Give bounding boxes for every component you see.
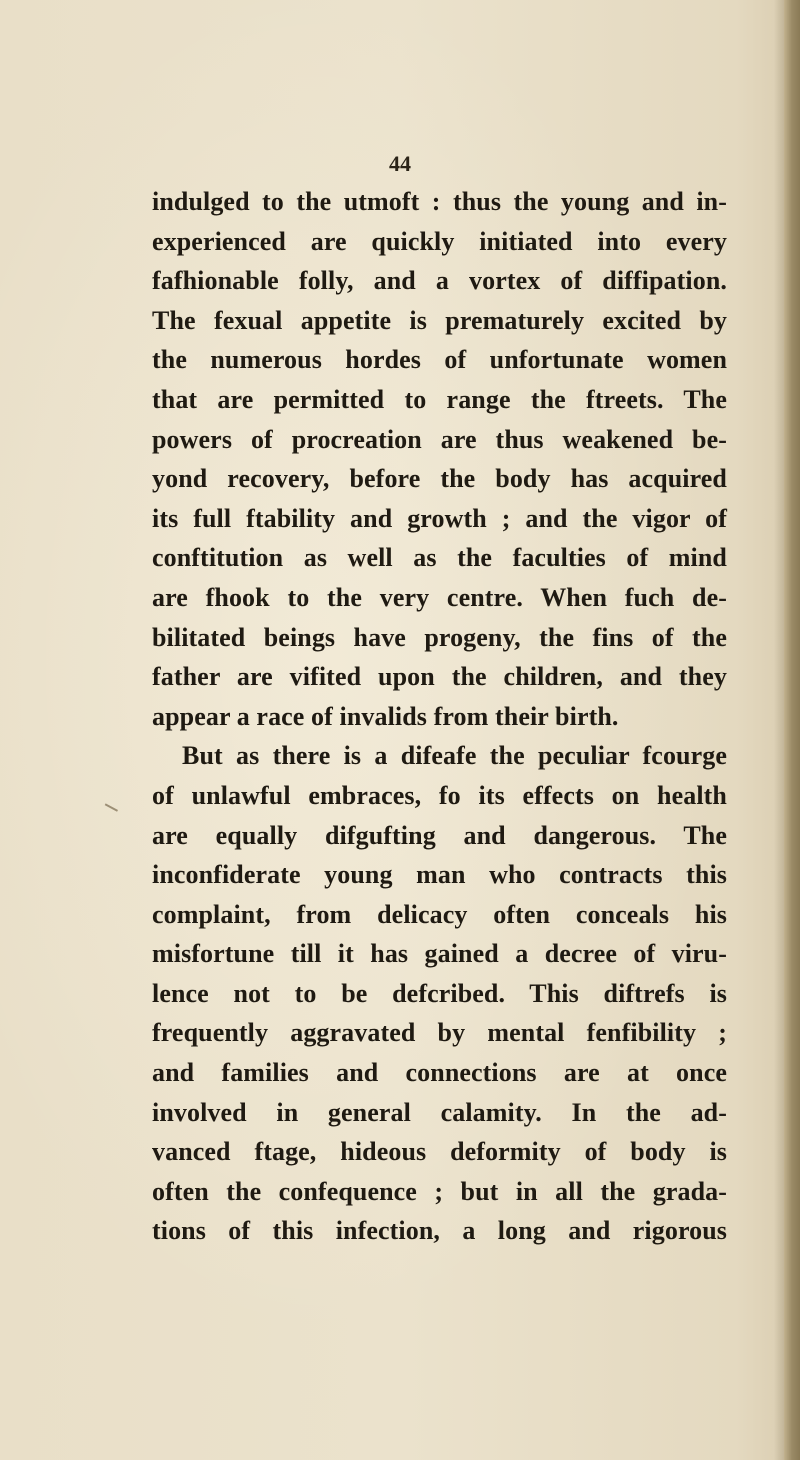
- text-line: experienced are quickly initiated into every: [152, 226, 727, 256]
- text-line: misfortune till it has gained a decree of viru-: [152, 939, 727, 969]
- text-line: indulged to the utmoft : thus the young and in-: [152, 187, 727, 216]
- text-line: often the confequence ; but in all the grada-: [152, 1176, 727, 1206]
- text-line: that are permitted to range the ftreets. The: [152, 384, 727, 414]
- text-line: fafhionable folly, and a vortex of diffipation.: [152, 266, 727, 296]
- text-line: of unlawful embraces, fo its effects on health: [152, 780, 727, 810]
- text-line: powers of procreation are thus weakened be-: [152, 424, 727, 454]
- text-line: yond recovery, before the body has acquired: [152, 464, 727, 494]
- text-line: bilitated beings have progeny, the fins of the: [152, 622, 727, 652]
- text-line: the numerous hordes of unfortunate women: [152, 345, 727, 375]
- text-line: are equally difgufting and dangerous. The: [152, 820, 727, 850]
- page-edge: [784, 0, 800, 1460]
- text-line: conftitution as well as the faculties of mind: [152, 543, 727, 573]
- text-line: inconfiderate young man who contracts this: [152, 860, 727, 890]
- text-line: But as there is a difeafe the peculiar fcourge: [182, 741, 727, 771]
- text-line: appear a race of invalids from their birth.: [152, 701, 619, 731]
- text-line: The fexual appetite is prematurely excited by: [152, 305, 727, 335]
- text-line: father are vifited upon the children, and they: [152, 662, 727, 692]
- text-line: involved in general calamity. In the ad-: [152, 1097, 727, 1127]
- body-text: [152, 182, 727, 1251]
- text-line: complaint, from delicacy often conceals his: [152, 899, 727, 929]
- text-line: lence not to be defcribed. This diftrefs is: [152, 978, 727, 1008]
- page-edge-shadow: [774, 0, 784, 1460]
- margin-mark: [100, 803, 118, 820]
- page-number: 44: [389, 151, 411, 176]
- text-line: tions of this infection, a long and rigorous: [152, 1216, 727, 1246]
- text-line: its full ftability and growth ; and the vigor of: [152, 503, 727, 533]
- text-line: vanced ftage, hideous deformity of body is: [152, 1137, 727, 1167]
- text-line: are fhook to the very centre. When fuch de-: [152, 582, 727, 612]
- text-line: and families and connections are at once: [152, 1058, 727, 1088]
- text-line: frequently aggravated by mental fenfibility ;: [152, 1018, 727, 1048]
